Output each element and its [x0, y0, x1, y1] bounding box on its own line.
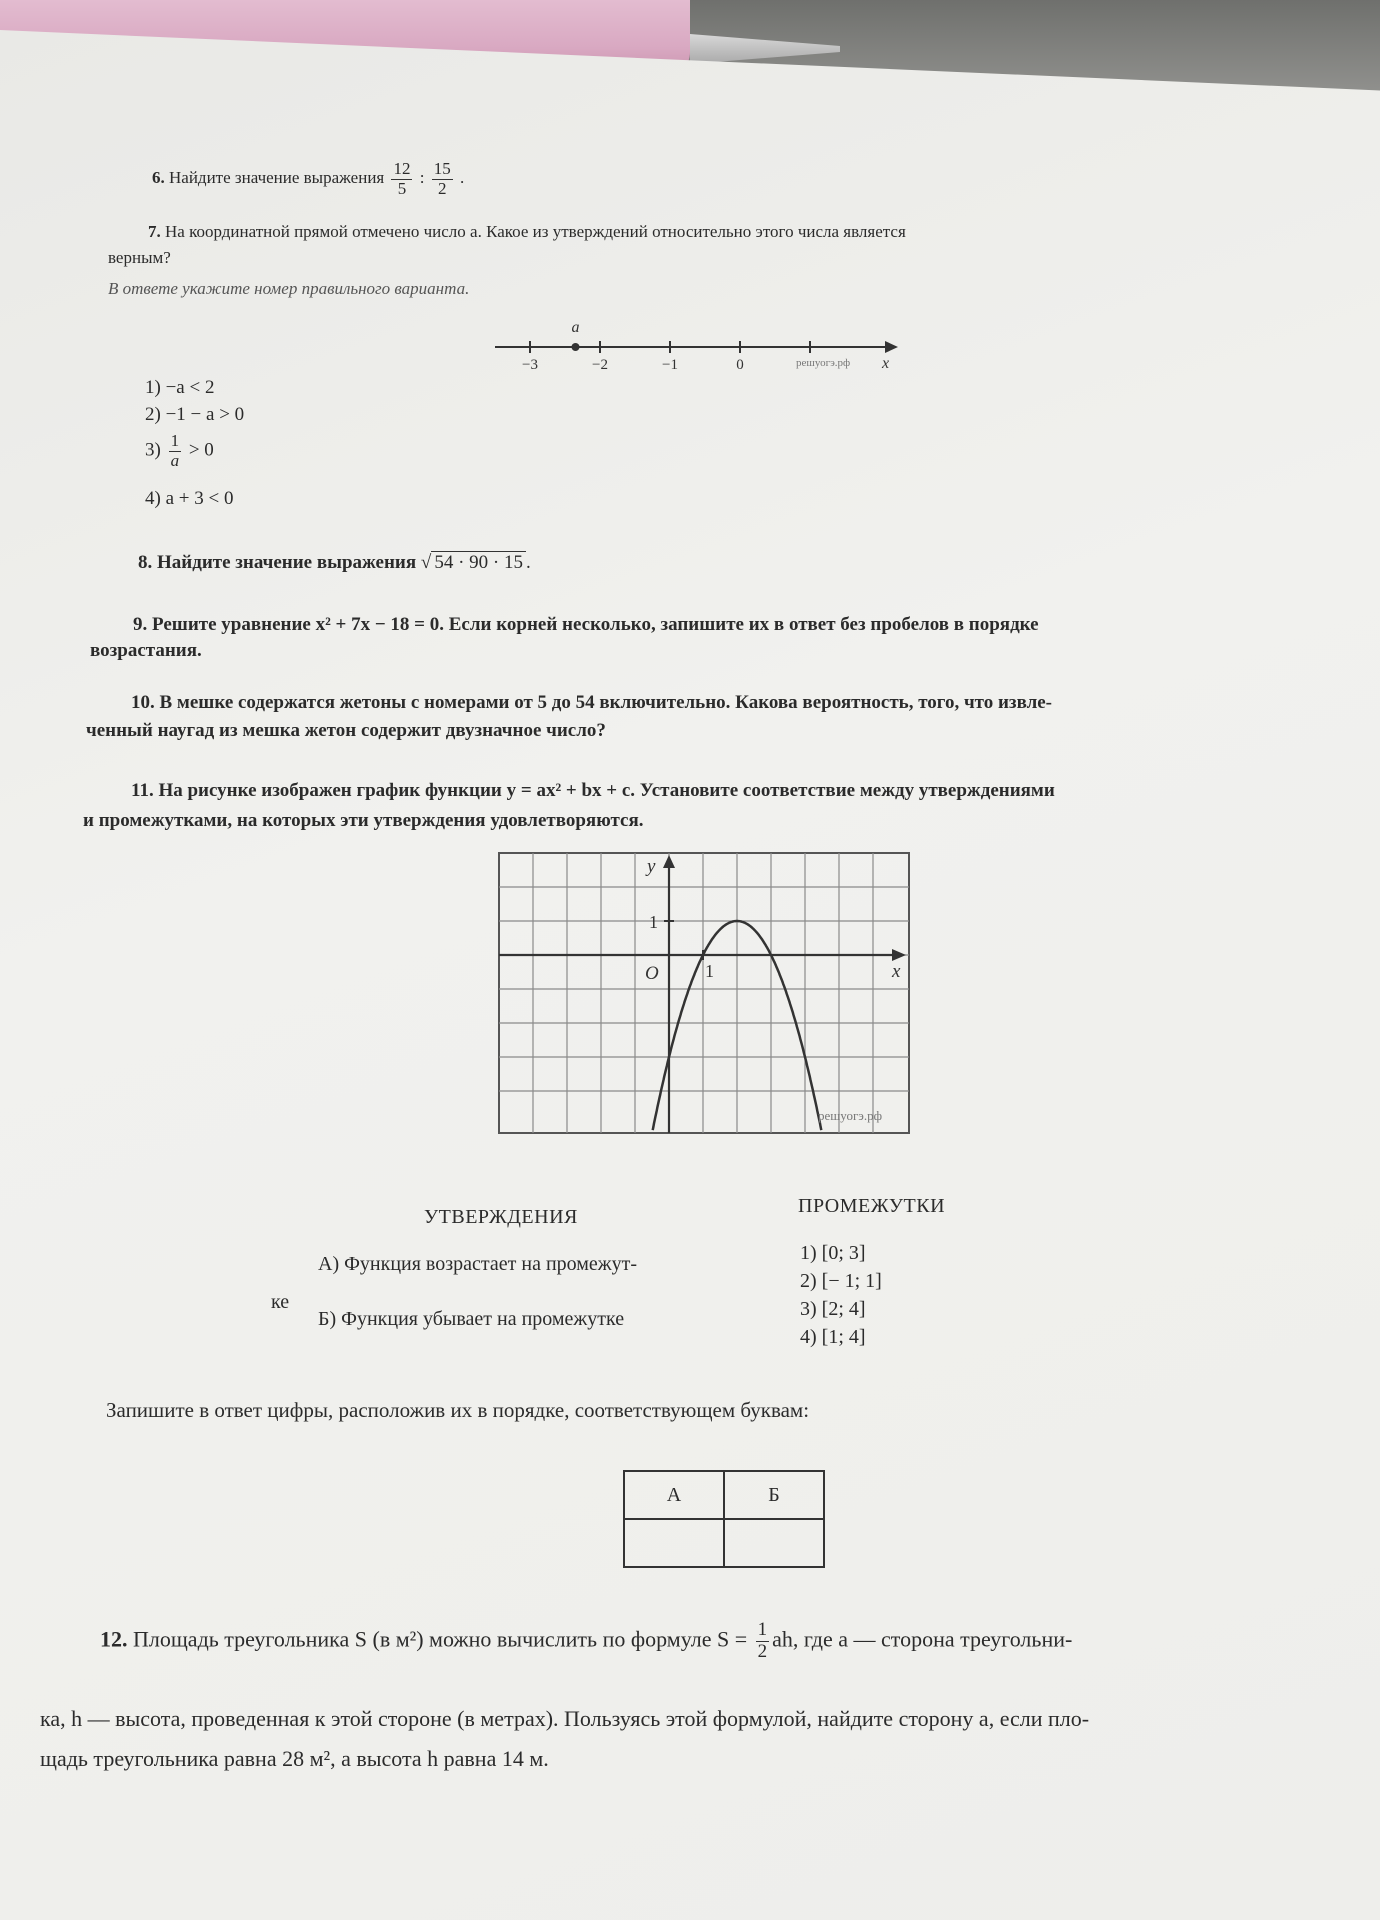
fraction-12-5: $\frac{12}{5}$: [393, 159, 411, 198]
problem-7-line1: 7. На координатной прямой отмечено число a. Какое из утверждений относительно этого числа является: [148, 222, 906, 241]
y-axis-label: y: [647, 856, 656, 877]
number-line: [490, 315, 900, 375]
problem-7-line2: верным?: [108, 248, 171, 267]
answer-cell-a[interactable]: [624, 1519, 724, 1567]
problem-11-line2: и промежутками, на которых эти утверждения удовлетворяются.: [83, 810, 644, 831]
interval-2: 2) [− 1; 1]: [800, 1270, 882, 1292]
problem-9-line2: возрастания.: [90, 640, 202, 661]
statement-a-wrap: ке: [271, 1291, 290, 1313]
option-1: 1) −a < 2: [145, 377, 215, 398]
square-root: √ 54 · 90 · 15: [421, 551, 526, 573]
statement-a: А) Функция возрастает на промежут-: [318, 1253, 638, 1275]
axis-x-label: x: [882, 355, 890, 372]
parabola-graph: [498, 852, 912, 1136]
x-axis-arrow: [892, 949, 906, 961]
watermark: решуогэ.рф: [796, 357, 851, 369]
unit-x-label: 1: [705, 961, 714, 981]
number-line-tick-label: 0: [736, 357, 744, 373]
problem-6-number: 6.: [152, 168, 165, 188]
graph-watermark: решуогэ.рф: [818, 1108, 883, 1123]
problem-12-line1: 12. Площадь треугольника S (в м²) можно вычислить по формуле S = $\frac{1}{2}$ ah, где a — сторона треугольни-: [100, 1619, 1073, 1662]
point-a-label: a: [571, 319, 580, 336]
answer-prompt: Запишите в ответ цифры, расположив их в порядке, соответствующем буквам:: [106, 1398, 810, 1422]
answer-cell-b[interactable]: [724, 1519, 824, 1567]
fraction-15-2: $\frac{15}{2}$: [433, 159, 451, 198]
problem-6: 6. Найдите значение выражения $\frac{12}{5}$ : $\frac{15}{2}$ .: [152, 159, 465, 198]
point-a: [572, 343, 580, 351]
problem-8: 8. Найдите значение выражения √ 54 · 90 · 15 .: [138, 552, 531, 573]
y-axis-arrow: [663, 855, 675, 868]
number-line-arrow: [885, 341, 898, 353]
answer-table-header-a: А: [624, 1471, 724, 1519]
number-line-tick-label: −3: [522, 357, 538, 373]
interval-1: 1) [0; 3]: [800, 1242, 866, 1264]
problem-10-line1: 10. В мешке содержатся жетоны с номерами от 5 до 54 включительно. Какова вероятность, того, что извле-: [131, 692, 1052, 713]
number-line-tick-label: −1: [662, 357, 678, 373]
answer-table: [623, 1470, 825, 1568]
fraction-one-half: $\frac{1}{2}$: [757, 1619, 768, 1662]
origin-label: O: [645, 963, 659, 984]
statement-b: Б) Функция убывает на промежутке: [318, 1308, 625, 1330]
unit-y-label: 1: [649, 912, 658, 932]
x-axis-label: x: [892, 961, 901, 982]
interval-4: 4) [1; 4]: [800, 1326, 866, 1348]
option-3: 3) $\frac{1}{a}$ > 0: [145, 431, 214, 470]
statements-heading: УТВЕРЖДЕНИЯ: [424, 1206, 578, 1228]
problem-12-line2: ка, h — высота, проведенная к этой стороне (в метрах). Пользуясь этой формулой, найдите сторону а, если пло-: [40, 1706, 1090, 1731]
problem-6-text: Найдите значение выражения: [169, 168, 385, 188]
interval-3: 3) [2; 4]: [800, 1298, 866, 1320]
problem-7-instruction: В ответе укажите номер правильного варианта.: [108, 279, 470, 298]
option-2: 2) −1 − a > 0: [145, 404, 245, 425]
problem-12-line3: щадь треугольника равна 28 м², а высота h равна 14 м.: [40, 1746, 549, 1771]
intervals-heading: ПРОМЕЖУТКИ: [798, 1195, 946, 1217]
problem-9-line1: 9. Решите уравнение x² + 7x − 18 = 0. Если корней несколько, запишите их в ответ без пробелов в порядке: [133, 614, 1039, 635]
option-4: 4) a + 3 < 0: [145, 488, 234, 509]
answer-table-header-b: Б: [724, 1471, 824, 1519]
problem-10-line2: ченный наугад из мешка жетон содержит двузначное число?: [86, 720, 606, 741]
problem-11-line1: 11. На рисунке изображен график функции y = ax² + bx + c. Установите соответствие между утверждениями: [131, 780, 1055, 801]
number-line-tick-label: −2: [592, 357, 608, 373]
